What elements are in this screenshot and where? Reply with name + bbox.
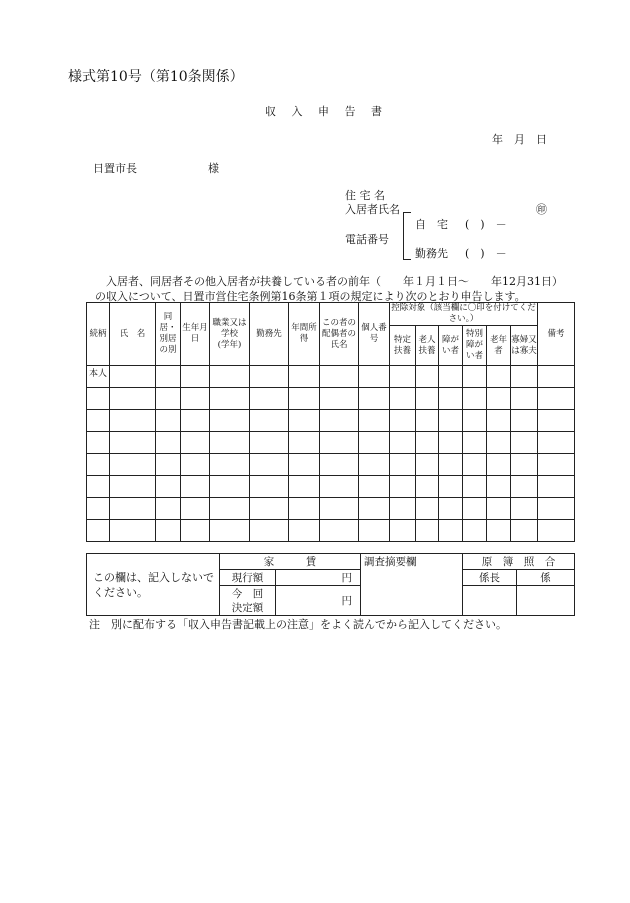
table-cell[interactable] [110, 432, 156, 454]
table-cell[interactable] [390, 520, 416, 542]
table-cell[interactable] [359, 388, 390, 410]
table-cell[interactable] [87, 520, 110, 542]
table-cell[interactable] [320, 498, 359, 520]
table-cell[interactable] [487, 410, 511, 432]
office-use-table [86, 553, 575, 616]
table-cell[interactable] [538, 388, 575, 410]
table-cell[interactable] [156, 366, 181, 388]
rent-header: 家 賃 [220, 554, 361, 570]
phone-label: 電話番号 [345, 233, 389, 246]
header-deduction: 控除対象（該当欄に〇印を付けてください。） [391, 303, 536, 324]
header-spouse: この者の配偶者の氏名 [320, 303, 359, 366]
table-cell[interactable] [511, 520, 538, 542]
table-cell[interactable] [439, 498, 463, 520]
staff-stamp[interactable] [517, 586, 575, 616]
table-cell[interactable] [181, 366, 210, 388]
table-cell[interactable] [250, 366, 289, 388]
table-cell[interactable] [181, 520, 210, 542]
table-cell[interactable] [439, 366, 463, 388]
table-row [87, 410, 575, 432]
table-cell[interactable] [416, 410, 439, 432]
header-specific: 特定扶養 [390, 326, 416, 366]
table-cell[interactable] [156, 476, 181, 498]
header-birth: 生年月日 [181, 303, 210, 366]
table-cell[interactable] [156, 520, 181, 542]
header-income: 年間所得 [289, 303, 320, 366]
table-cell[interactable] [156, 498, 181, 520]
table-cell[interactable] [87, 476, 110, 498]
footnote: 注 別に配布する「収入申告書記載上の注意」をよく読んでから記入してください。 [89, 618, 507, 631]
table-cell[interactable] [463, 476, 487, 498]
table-cell[interactable] [250, 432, 289, 454]
current-label: 現行額 [220, 570, 276, 586]
home-label: 自 宅 [415, 218, 448, 231]
table-cell[interactable] [156, 388, 181, 410]
table-row [87, 432, 575, 454]
intro-line-2: の収入について、日置市営住宅条例第16条第１項の規定により次のとおり申告します。 [95, 290, 526, 303]
table-cell[interactable] [320, 432, 359, 454]
table-cell[interactable] [110, 366, 156, 388]
table-cell[interactable] [320, 388, 359, 410]
table-cell[interactable] [463, 454, 487, 476]
addressee: 日置市長 [93, 162, 137, 175]
table-cell[interactable] [359, 520, 390, 542]
table-cell[interactable] [181, 454, 210, 476]
table-cell[interactable] [289, 454, 320, 476]
table-cell[interactable] [439, 476, 463, 498]
table-cell[interactable] [289, 520, 320, 542]
seal-mark: ㊞ [536, 203, 547, 216]
phone-bracket [403, 212, 411, 260]
table-cell[interactable] [359, 476, 390, 498]
table-cell[interactable] [538, 410, 575, 432]
honorific: 様 [208, 162, 219, 175]
table-cell[interactable] [87, 454, 110, 476]
table-cell[interactable] [210, 476, 250, 498]
decided-line-a: 今 回 [231, 587, 264, 600]
header-occupation [210, 303, 250, 366]
table-cell[interactable] [463, 498, 487, 520]
table-cell[interactable] [390, 432, 416, 454]
table-cell[interactable] [210, 366, 250, 388]
table-cell[interactable] [463, 520, 487, 542]
table-cell[interactable] [320, 476, 359, 498]
name-label: 入居者氏名 [345, 203, 400, 216]
home-paren: ( ) － [465, 218, 507, 231]
table-cell[interactable] [320, 454, 359, 476]
office-note: この欄は、記入しないでください。 [87, 554, 220, 616]
table-cell[interactable] [359, 454, 390, 476]
table-cell[interactable] [487, 454, 511, 476]
table-cell[interactable] [110, 498, 156, 520]
table-cell[interactable] [359, 366, 390, 388]
header-old-age: 老年者 [487, 326, 511, 366]
table-cell[interactable] [463, 366, 487, 388]
header-workplace: 勤務先 [250, 303, 289, 366]
table-cell[interactable] [538, 520, 575, 542]
table-cell[interactable] [538, 476, 575, 498]
table-cell[interactable] [110, 520, 156, 542]
staff-label: 係 [517, 570, 575, 586]
table-cell[interactable] [87, 498, 110, 520]
header-elderly: 老人扶養 [416, 326, 439, 366]
table-cell[interactable] [250, 476, 289, 498]
header-widow: 寡婦又は寡夫 [511, 326, 538, 366]
table-cell[interactable] [439, 432, 463, 454]
table-cell[interactable] [181, 410, 210, 432]
header-special-disabled: 特別障がい者 [463, 326, 487, 366]
table-cell[interactable] [359, 410, 390, 432]
table-row [87, 366, 575, 388]
table-cell[interactable] [181, 476, 210, 498]
table-cell[interactable] [181, 498, 210, 520]
table-cell[interactable] [439, 410, 463, 432]
table-cell[interactable] [110, 454, 156, 476]
table-cell[interactable] [487, 520, 511, 542]
table-cell[interactable] [210, 498, 250, 520]
table-cell[interactable] [439, 454, 463, 476]
table-cell[interactable] [210, 454, 250, 476]
table-cell[interactable] [110, 410, 156, 432]
table-cell[interactable] [289, 388, 320, 410]
table-cell[interactable] [110, 476, 156, 498]
table-cell[interactable] [511, 454, 538, 476]
table-cell[interactable] [390, 388, 416, 410]
table-cell[interactable] [156, 410, 181, 432]
table-cell[interactable] [156, 432, 181, 454]
work-paren: ( ) － [465, 247, 507, 260]
table-cell[interactable] [250, 410, 289, 432]
header-name: 氏 名 [110, 303, 156, 366]
header-relation: 続柄 [87, 303, 110, 366]
table-cell[interactable] [289, 498, 320, 520]
table-cell[interactable] [87, 432, 110, 454]
table-cell[interactable] [463, 388, 487, 410]
occupation-sub: (学年) [217, 339, 242, 350]
header-disabled: 障がい者 [439, 326, 463, 366]
table-cell[interactable] [359, 432, 390, 454]
table-row [87, 498, 575, 520]
table-cell[interactable] [87, 410, 110, 432]
table-cell[interactable] [359, 498, 390, 520]
table-cell[interactable] [487, 498, 511, 520]
table-cell[interactable] [511, 388, 538, 410]
table-cell[interactable] [250, 388, 289, 410]
table-cell[interactable] [538, 498, 575, 520]
chief-stamp[interactable] [463, 586, 517, 616]
household-table [86, 302, 575, 542]
table-cell[interactable] [390, 476, 416, 498]
table-cell[interactable] [511, 410, 538, 432]
decided-line-b: 決定額 [231, 601, 264, 614]
table-cell[interactable] [87, 388, 110, 410]
table-cell[interactable] [487, 432, 511, 454]
date-line: 年 月 日 [492, 133, 547, 146]
table-cell[interactable] [289, 410, 320, 432]
table-cell[interactable] [439, 388, 463, 410]
table-cell[interactable] [416, 366, 439, 388]
table-cell[interactable] [210, 388, 250, 410]
table-cell[interactable] [390, 498, 416, 520]
decided-yen: 円 [276, 586, 361, 616]
table-cell[interactable] [511, 366, 538, 388]
table-cell[interactable] [487, 366, 511, 388]
table-cell[interactable] [210, 432, 250, 454]
table-cell[interactable] [210, 520, 250, 542]
decided-label [220, 586, 276, 616]
table-cell[interactable] [390, 366, 416, 388]
intro-line-1: 入居者、同居者その他入居者が扶養している者の前年（ 年１月１日～ 年12月31日） [106, 275, 563, 288]
table-cell[interactable] [416, 498, 439, 520]
table-cell[interactable] [487, 388, 511, 410]
table-cell[interactable] [511, 498, 538, 520]
table-row [87, 388, 575, 410]
table-row [87, 520, 575, 542]
table-cell[interactable] [390, 454, 416, 476]
table-cell[interactable] [320, 366, 359, 388]
work-label: 勤務先 [415, 247, 448, 260]
header-mynumber: 個人番号 [359, 303, 390, 366]
form-title: 収 入 申 告 書 [265, 105, 388, 118]
table-cell[interactable] [250, 520, 289, 542]
table-cell[interactable] [320, 410, 359, 432]
current-yen: 円 [276, 570, 361, 586]
table-cell[interactable] [511, 476, 538, 498]
table-cell[interactable] [487, 476, 511, 498]
table-cell[interactable] [416, 520, 439, 542]
address-label: 住 宅 名 [345, 189, 385, 202]
table-row [87, 476, 575, 498]
survey-box: 調査摘要欄 [361, 554, 463, 616]
table-cell[interactable] [110, 388, 156, 410]
table-cell[interactable] [390, 410, 416, 432]
self-label: 本人 [87, 366, 110, 388]
chief-label: 係長 [463, 570, 517, 586]
table-cell[interactable] [463, 432, 487, 454]
occupation-text: 職業又は学校 [212, 317, 247, 339]
table-cell[interactable] [181, 432, 210, 454]
table-cell[interactable] [439, 520, 463, 542]
register-header: 原 簿 照 合 [463, 554, 575, 570]
table-cell[interactable] [156, 454, 181, 476]
table-cell[interactable] [210, 410, 250, 432]
table-cell[interactable] [181, 388, 210, 410]
table-cell[interactable] [538, 454, 575, 476]
table-body [87, 366, 575, 542]
table-cell[interactable] [250, 454, 289, 476]
table-cell[interactable] [463, 410, 487, 432]
table-cell[interactable] [289, 476, 320, 498]
table-cell[interactable] [416, 432, 439, 454]
table-cell[interactable] [250, 498, 289, 520]
table-cell[interactable] [538, 432, 575, 454]
form-number: 様式第10号（第10条関係） [68, 69, 244, 85]
table-cell[interactable] [416, 454, 439, 476]
table-cell[interactable] [511, 432, 538, 454]
table-cell[interactable] [320, 520, 359, 542]
table-cell[interactable] [289, 366, 320, 388]
table-cell[interactable] [416, 476, 439, 498]
table-row [87, 454, 575, 476]
table-cell[interactable] [289, 432, 320, 454]
header-cohabit: 同居・別居の別 [156, 303, 181, 366]
table-cell[interactable] [538, 366, 575, 388]
table-cell[interactable] [416, 388, 439, 410]
header-remarks: 備考 [538, 303, 575, 366]
